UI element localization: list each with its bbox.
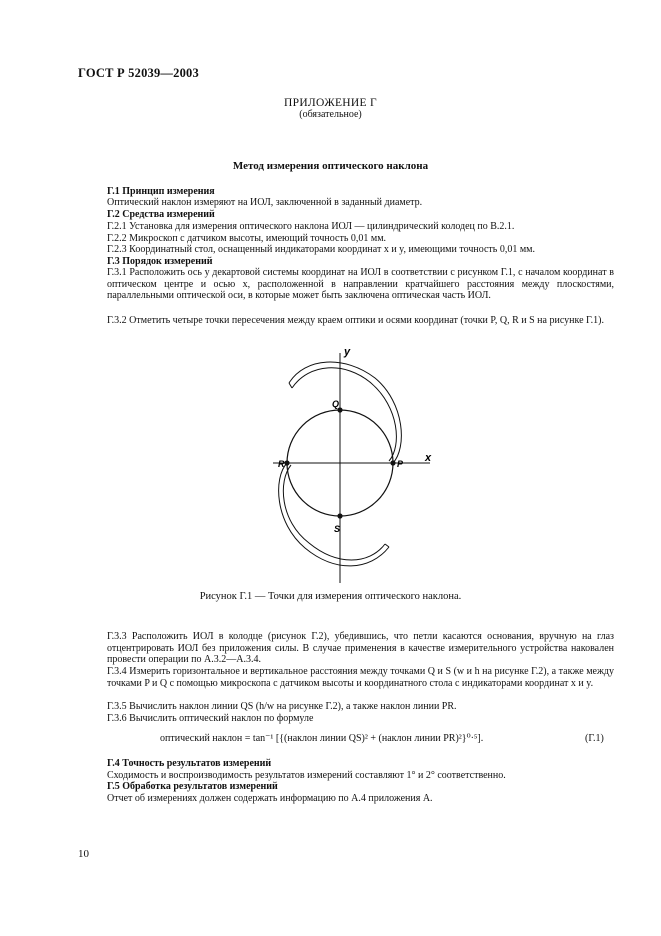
g3-paragraph-1: Г.3.1 Расположить ось y декартовой системы координат на ИОЛ в соответствии с рисунком Г.1, с началом координат в оптическом центре и осью x, расположенной в направлении кратчайшего расстояния между плоскостями, параллельными оптической оси, в которые может быть заключена оптическая часть ИОЛ. [107,267,614,302]
lower-haptic-outer [279,463,389,566]
upper-haptic-outer [289,362,401,463]
label-r: R [278,459,285,469]
g2-item-3: Г.2.3 Координатный стол, оснащенный индикаторами координат x и y, имеющими точность 0,01 мм. [107,244,535,255]
g3-heading: Г.3 Порядок измерений [107,256,213,267]
g3-paragraph-5: Г.3.5 Вычислить наклон линии QS (h/w на рисунке Г.2), а также наклон линии PR. [107,701,457,712]
g3-paragraph-4: Г.3.4 Измерить горизонтальное и вертикальное расстояния между точками Q и S (w и h на рисунке Г.2), а также между точками P и Q с помощью микроскопа с датчиком высоты и координатного стола с индикаторами координат x и y. [107,666,614,689]
section-title: Метод измерения оптического наклона [232,160,429,172]
g3-paragraph-6: Г.3.6 Вычислить оптический наклон по формуле [107,713,314,724]
g5-heading: Г.5 Обработка результатов измерений [107,781,278,792]
lower-haptic-inner [283,465,385,560]
g2-heading: Г.2 Средства измерений [107,209,215,220]
g3-paragraph-2: Г.3.2 Отметить четыре точки пересечения между краем оптики и осями координат (точки P, Q, R и S на рисунке Г.1). [107,315,605,326]
upper-haptic-inner [292,368,396,461]
g3-paragraph-3: Г.3.3 Расположить ИОЛ в колодце (рисунок Г.2), убедившись, что петли касаются основания, вручную на глаз отцентрировать ИОЛ без приложения силы. В случае применения в качестве измерительного устройства наковален провести операции по А.3.2—А.3.4. [107,631,614,666]
label-y: y [344,346,351,358]
label-q: Q [332,399,340,409]
appendix-title: ПРИЛОЖЕНИЕ Г [284,97,377,109]
g1-heading: Г.1 Принцип измерения [107,186,215,197]
g4-heading: Г.4 Точность результатов измерений [107,758,272,769]
label-s: S [334,524,341,534]
appendix-subtitle: (обязательное) [299,109,362,120]
formula-text: оптический наклон = tan⁻¹ [{(наклон линии QS)² + (наклон линии PR)²}⁰·⁵]. [160,733,484,744]
figure-lens-diagram [265,343,445,583]
point-r-marker [284,460,289,465]
page-number: 10 [78,848,89,860]
figure-caption: Рисунок Г.1 — Точки для измерения оптического наклона. [199,591,462,602]
g1-text: Оптический наклон измеряют на ИОЛ, заключенной в заданный диаметр. [107,197,423,208]
g5-text: Отчет об измерениях должен содержать информацию по А.4 приложения А. [107,793,433,804]
g2-item-1: Г.2.1 Установка для измерения оптического наклона ИОЛ — цилиндрический колодец по В.2.1. [107,221,515,232]
point-p-marker [390,460,395,465]
point-s-marker [337,513,342,518]
document-id: ГОСТ Р 52039—2003 [78,66,199,80]
formula-number: (Г.1) [585,733,604,744]
label-p: P [397,459,404,469]
g4-text: Сходимость и воспроизводимость результатов измерений составляют 1° и 2° соответственно. [107,770,506,781]
label-x: x [425,452,432,464]
g2-item-2: Г.2.2 Микроскоп с датчиком высоты, имеющий точность 0,01 мм. [107,233,387,244]
